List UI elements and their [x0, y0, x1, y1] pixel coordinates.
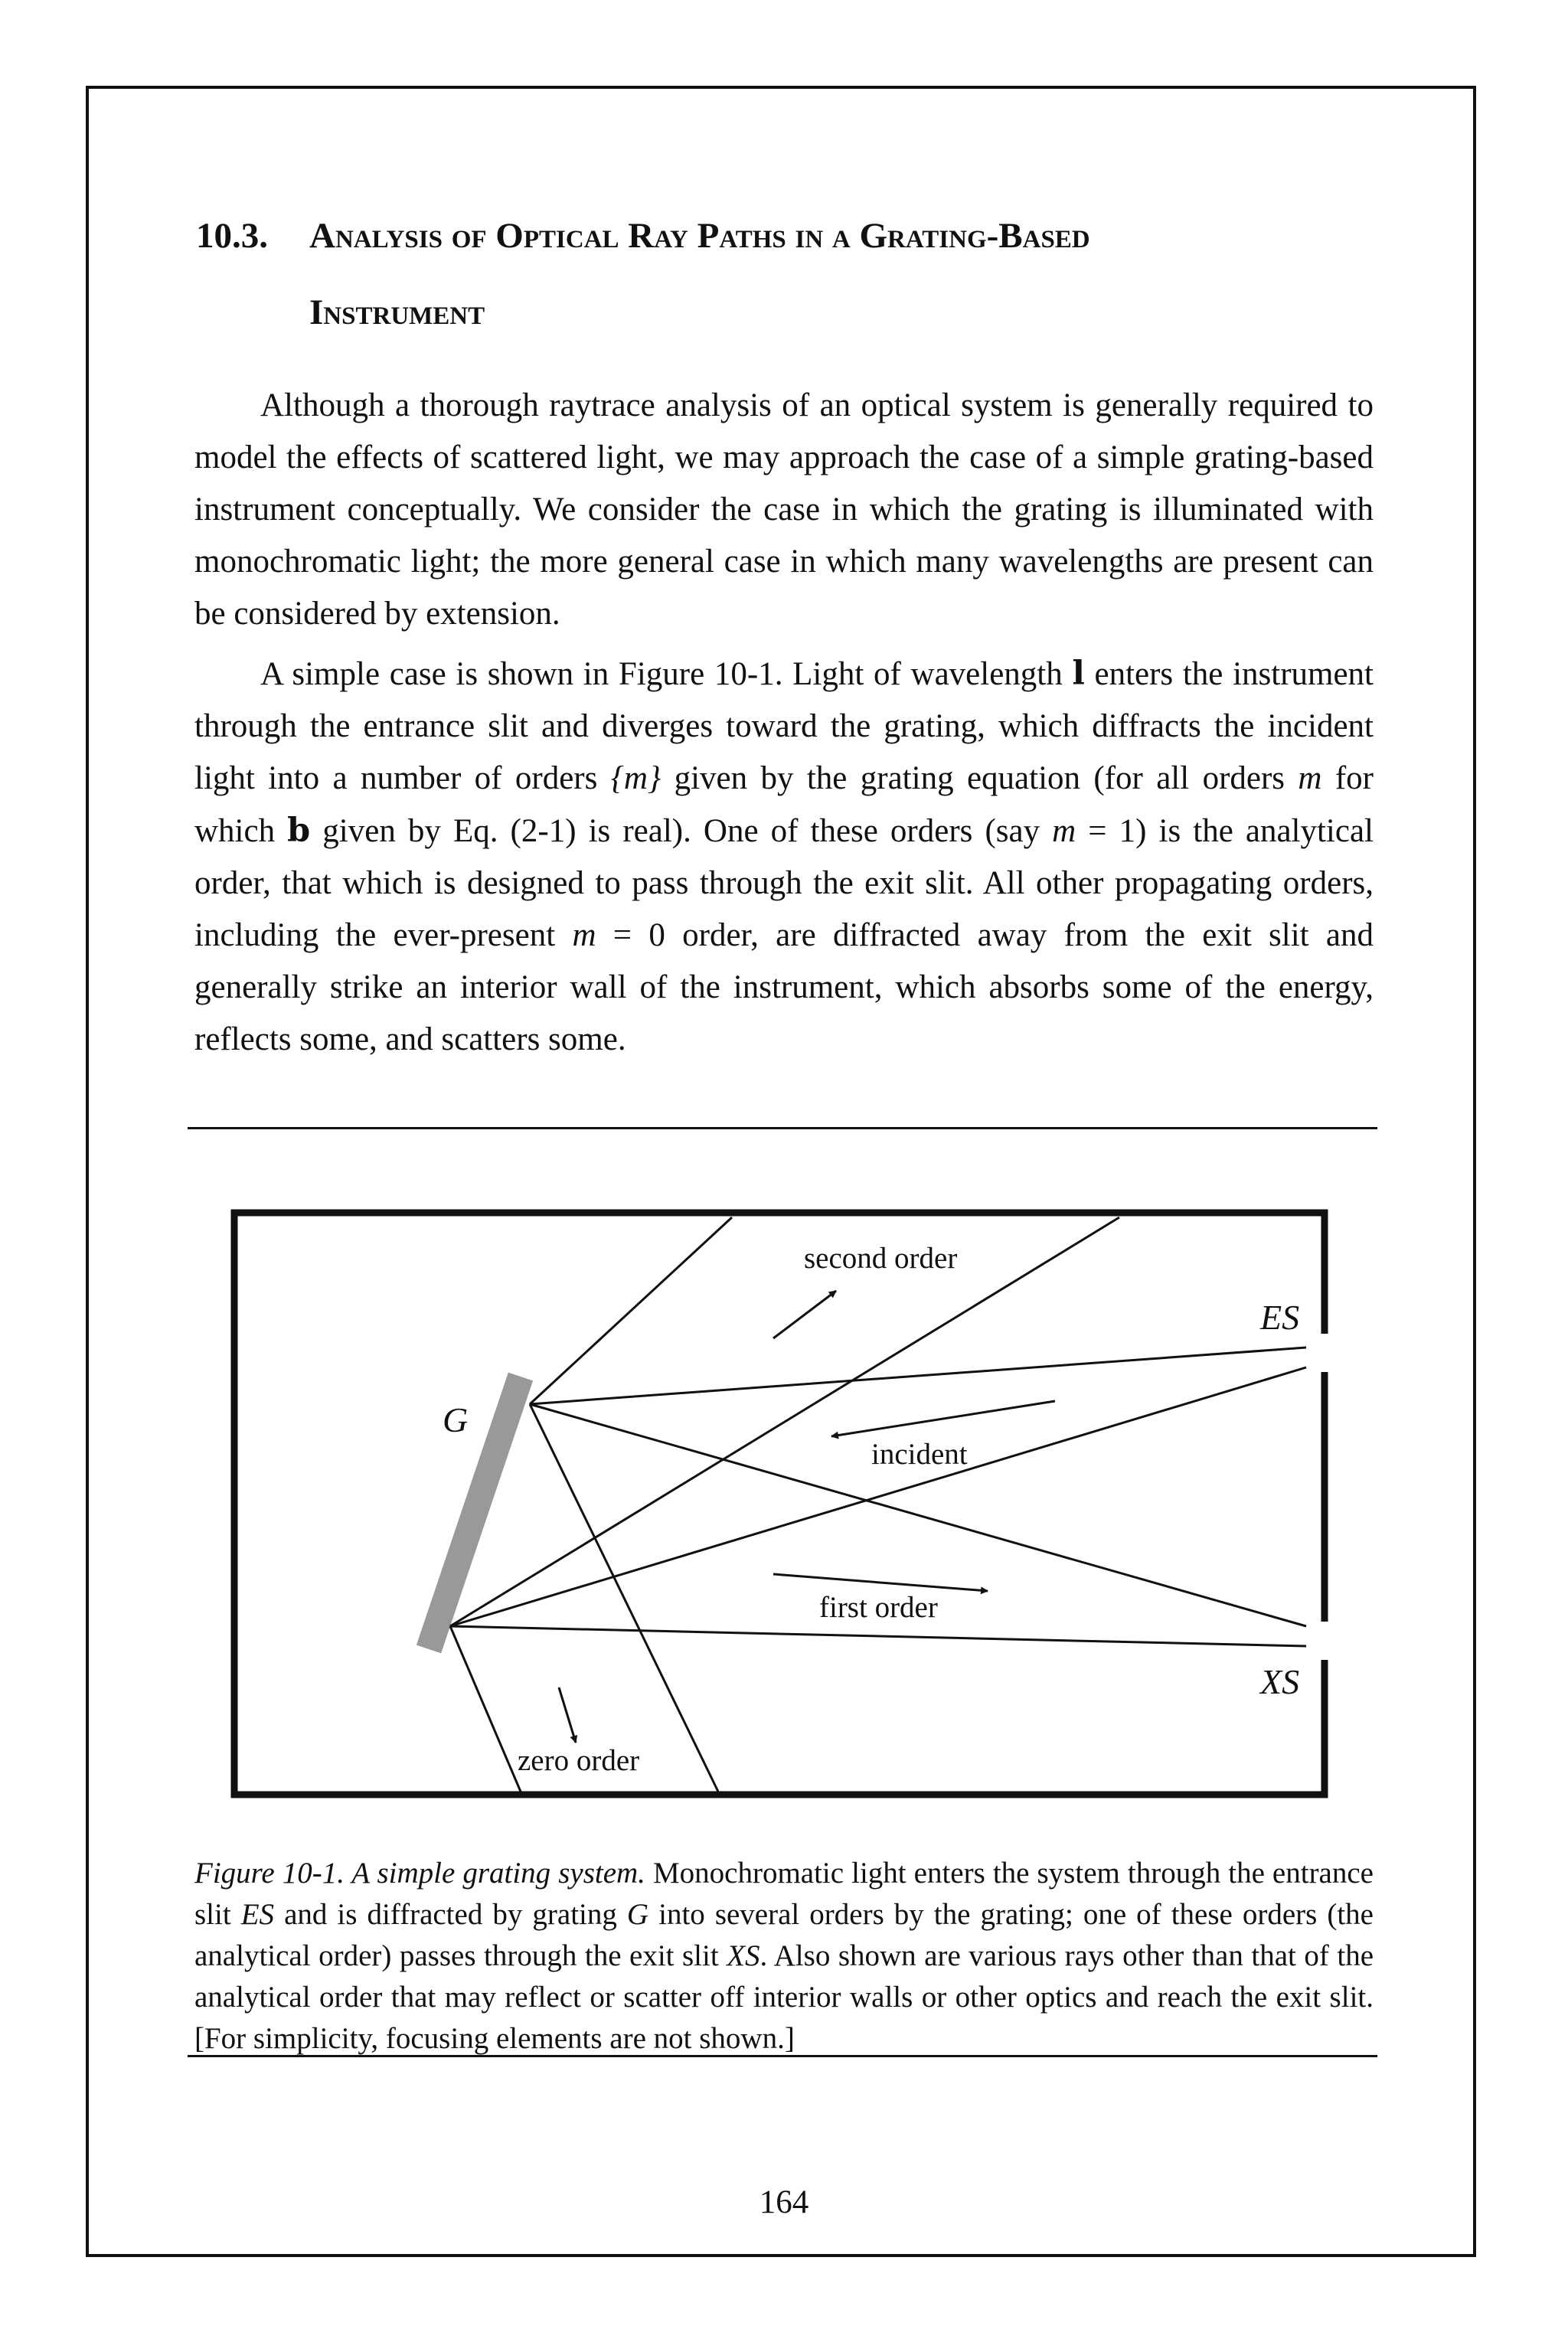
page-number: 164: [759, 2184, 809, 2220]
first-order-arrow: [773, 1574, 988, 1591]
ray-lines: [450, 1217, 1306, 1792]
incident-ray-upper: [530, 1348, 1306, 1404]
label-grating: G: [443, 1400, 469, 1439]
exit-slit: [1315, 1622, 1334, 1660]
zero-order-ray-upper: [530, 1404, 718, 1792]
figure-bottom-rule: [188, 2055, 1377, 2057]
section-title-line2: Instrument: [309, 292, 485, 332]
entrance-slit: [1315, 1334, 1334, 1372]
incident-ray-lower: [450, 1367, 1306, 1626]
instrument-enclosure: [234, 1213, 1325, 1795]
label-second-order: second order: [804, 1242, 958, 1275]
paragraph-1: Although a thorough raytrace analysis of an optical system is generally required to model the effects of scattered light, we may approach the case of a simple grating-based instrument conceptually. We consider the case in which the grating is illuminated with monochromatic light; the more general case in which many wavelengths are present can be considered by extension.: [194, 387, 1374, 632]
figure-caption-title: Figure 10-1. A simple grating system.: [194, 1857, 645, 1890]
zero-order-ray-lower: [450, 1626, 521, 1792]
second-order-ray-lower: [450, 1217, 1119, 1626]
lambda-symbol: l: [1072, 655, 1085, 693]
first-order-ray-lower: [450, 1626, 1306, 1646]
section-title-line1: Analysis of Optical Ray Paths in a Grating-Based: [309, 216, 1090, 256]
label-first-order: first order: [819, 1591, 938, 1624]
second-order-ray-upper: [530, 1217, 732, 1404]
label-exit-slit: XS: [1260, 1662, 1300, 1701]
label-incident: incident: [871, 1438, 968, 1471]
incident-arrow: [831, 1401, 1055, 1436]
second-order-arrow: [773, 1291, 836, 1338]
label-entrance-slit: ES: [1260, 1298, 1300, 1337]
direction-arrows: [559, 1291, 1055, 1743]
figure-caption: Figure 10-1. A simple grating system. Monochromatic light enters the system through the entrance slit ES and is diffracted by grating G into several orders by the grating; one of these orders (the analytical order) passes through the exit slit XS. Also shown are various rays other than that of the analytical order that may reflect or scatter off interior walls or other optics and reach the exit slit. [For simplicity, focusing elements are not shown.]: [194, 1857, 1374, 2055]
label-zero-order: zero order: [518, 1744, 640, 1777]
beta-symbol: b: [287, 812, 311, 850]
paragraph-2: A simple case is shown in Figure 10-1. Light of wavelength l enters the instrument through the entrance slit and diverges toward the grating, which diffracts the incident light into a number of orders {m} given by the grating equation (for all orders m for which b given by Eq. (2-1) is real). One of these orders (say m = 1) is the analytical order, that which is designed to pass through the exit slit. All other propagating orders, including the ever-present m = 0 order, are diffracted away from the exit slit and generally strike an interior wall of the instrument, which absorbs some of the energy, reflects some, and scatters some.: [194, 655, 1374, 1057]
section-number: 10.3.: [196, 216, 268, 256]
zero-order-arrow: [559, 1687, 576, 1743]
